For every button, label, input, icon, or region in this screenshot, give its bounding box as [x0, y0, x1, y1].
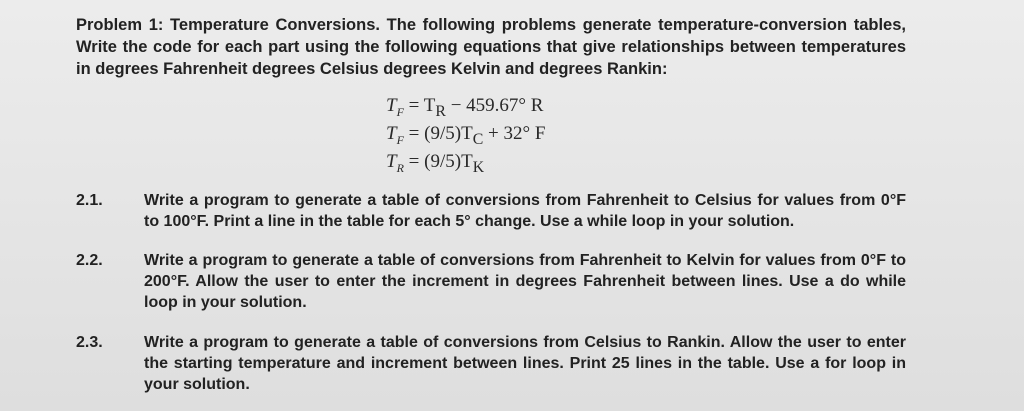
equation-2: $T_F = (9/5)T_C + 32^\circ$ F	[386, 123, 546, 148]
problem-intro	[76, 14, 906, 80]
item-number: 2.1.	[76, 192, 103, 209]
problem-item-2-2	[76, 250, 906, 313]
problem-heading: Problem 1: Temperature Conversions.	[76, 16, 380, 34]
item-text: Write a program to generate a table of conversions from Celsius to Rankin. Allow the user to enter the starting temperature and increment between lines. Print 25 lines in the table. Use a for loop in your solution.	[144, 334, 906, 393]
item-text: Write a program to generate a table of conversions from Fahrenheit to Celsius for values from 0°F to 100°F. Print a line in the table for each 5° change. Use a while loop in your solution.	[144, 192, 906, 230]
equation-1: $T_F = T_R - 459.67^\circ$ R	[386, 95, 544, 120]
item-number: 2.3.	[76, 334, 103, 351]
problem-item-2-1	[76, 190, 906, 232]
equation-3: $T_R = (9/5)T_K$	[386, 151, 485, 176]
problem-description: The following problems generate temperature-conversion tables, Write the code for each part using the following equations that give relationships between temperatures in degrees Fahrenheit degrees Celsius degrees Kelvin and degrees Rankin:	[76, 16, 906, 78]
item-number: 2.2.	[76, 252, 103, 269]
problem-item-2-3	[76, 332, 906, 395]
item-text: Write a program to generate a table of conversions from Fahrenheit to Kelvin for values from 0°F to 200°F. Allow the user to enter the increment in degrees Fahrenheit between lines. Use a do while loop in your solution.	[144, 252, 906, 311]
equations-block	[386, 92, 545, 176]
